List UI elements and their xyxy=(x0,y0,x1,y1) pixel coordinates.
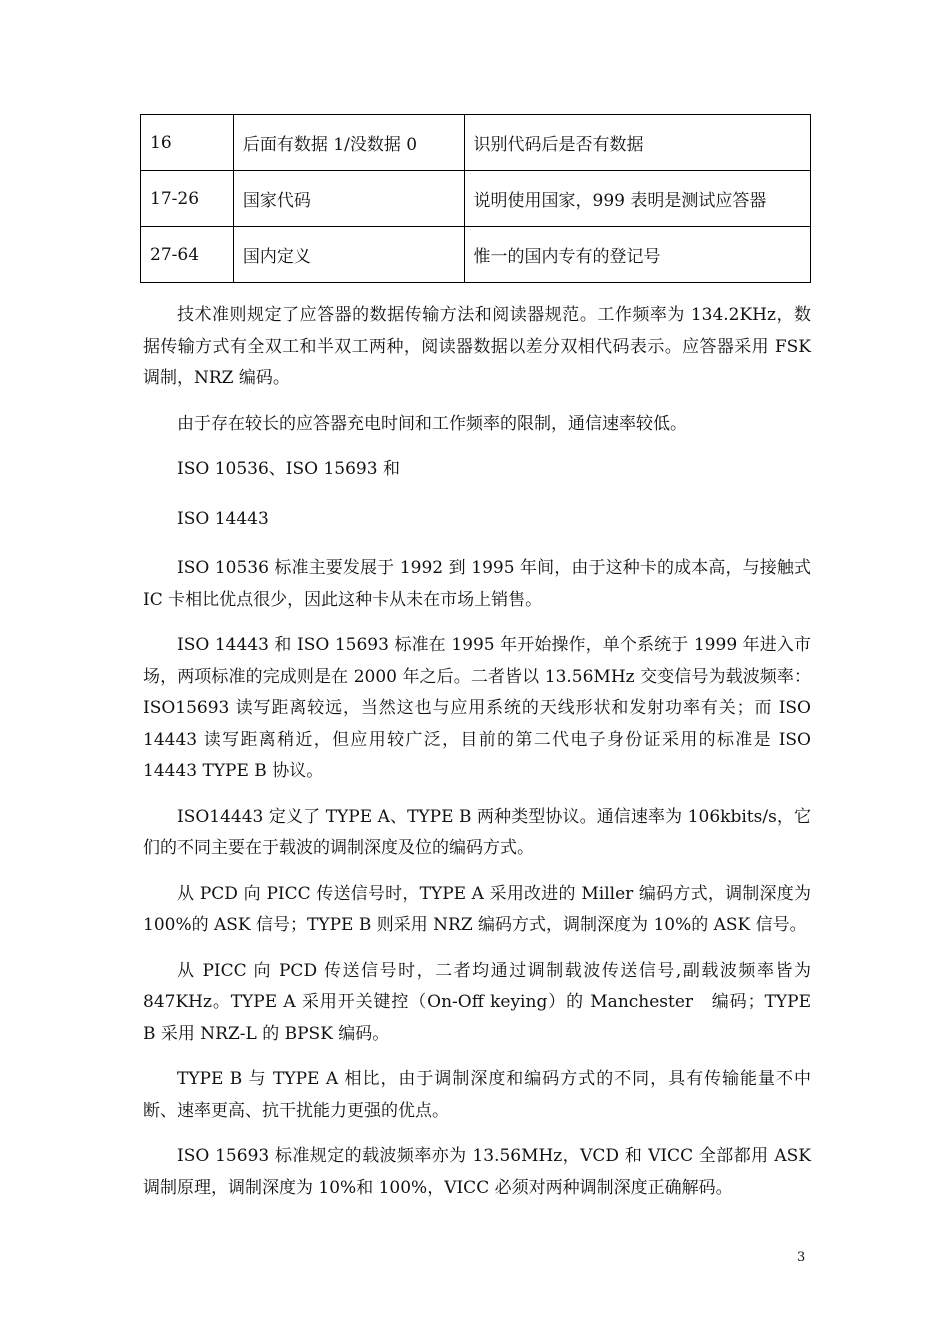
paragraph-pcd-to-picc: 从 PCD 向 PICC 传送信号时，TYPE A 采用改进的 Miller 编码方式，调制深度为 100%的 ASK 信号；TYPE B 则采用 NRZ 编码方式，调制深度为 10%的 ASK 信号。 xyxy=(143,883,811,935)
section-heading-line1: ISO 10536、ISO 15693 和 xyxy=(177,459,400,479)
body-text xyxy=(143,300,811,1218)
paragraph-iso10536: ISO 10536 标准主要发展于 1992 到 1995 年间，由于这种卡的成本高，与接触式 IC 卡相比优点很少，因此这种卡从未在市场上销售。 xyxy=(143,558,811,610)
table-row xyxy=(141,115,811,171)
table-row xyxy=(141,227,811,283)
paragraph-type-b-advantages: TYPE B 与 TYPE A 相比，由于调制深度和编码方式的不同，具有传输能量不中断、速率更高、抗干扰能力更强的优点。 xyxy=(143,1069,811,1121)
paragraph-type-ab-definition: ISO14443 定义了 TYPE A、TYPE B 两种类型协议。通信速率为 106kbits/s，它们的不同主要在于载波的调制深度及位的编码方式。 xyxy=(143,806,811,858)
page-number: 3 xyxy=(797,1250,806,1265)
paragraph-iso14443-15693: ISO 14443 和 ISO 15693 标准在 1995 年开始操作，单个系统于 1999 年进入市场，两项标准的完成则是在 2000 年之后。二者皆以 13.56MHz 交变信号为载波频率：ISO15693 读写距离较远，当然这也与应用系统的天线形状和发射功率有关；而 ISO 14443 读写距离稍近，但应用较广泛，目前的第二代电子身份证采用的标准是 ISO 14443 TYPE B 协议。 xyxy=(143,635,811,781)
table-cell-bits: 17-26 xyxy=(141,171,234,227)
table-cell-meaning: 国内定义 xyxy=(233,227,464,283)
table-cell-meaning: 国家代码 xyxy=(233,171,464,227)
table-cell-description: 惟一的国内专有的登记号 xyxy=(464,227,810,283)
table-cell-bits: 16 xyxy=(141,115,234,171)
table-cell-bits: 27-64 xyxy=(141,227,234,283)
paragraph-rate-limit: 由于存在较长的应答器充电时间和工作频率的限制，通信速率较低。 xyxy=(177,413,687,434)
paragraph-picc-to-pcd: 从 PICC 向 PCD 传送信号时，二者均通过调制载波传送信号,副载波频率皆为 847KHz。TYPE A 采用开关键控（On-Off keying）的 Manchester 编码；TYPE B 采用 NRZ-L 的 BPSK 编码。 xyxy=(143,960,811,1044)
table-cell-meaning: 后面有数据 1/没数据 0 xyxy=(233,115,464,171)
table-row xyxy=(141,171,811,227)
table-cell-description: 识别代码后是否有数据 xyxy=(464,115,810,171)
paragraph-iso15693-modulation: ISO 15693 标准规定的载波频率亦为 13.56MHz，VCD 和 VICC 全部都用 ASK 调制原理，调制深度为 10%和 100%，VICC 必须对两种调制深度正确解码。 xyxy=(143,1146,811,1198)
code-structure-table xyxy=(140,114,811,283)
paragraph-frequency-spec: 技术准则规定了应答器的数据传输方法和阅读器规范。工作频率为 134.2KHz，数据传输方式有全双工和半双工两种，阅读器数据以差分双相代码表示。应答器采用 FSK 调制，NRZ 编码。 xyxy=(143,305,811,388)
table-cell-description: 说明使用国家，999 表明是测试应答器 xyxy=(464,171,810,227)
section-heading-line2: ISO 14443 xyxy=(177,508,269,529)
